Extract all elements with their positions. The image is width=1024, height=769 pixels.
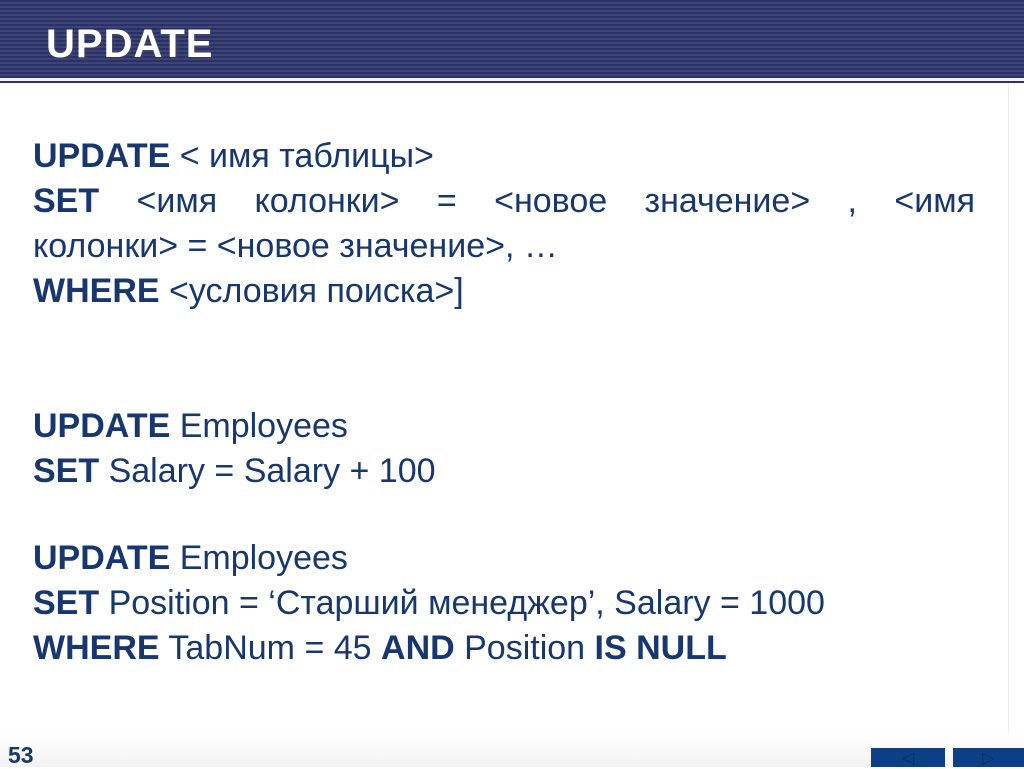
slide-edge-shadow [1008,84,1009,746]
example2-line-where [33,626,975,671]
page-number: 53 [8,742,34,768]
example2-line-update [33,536,975,581]
slide-header-bar [0,0,1024,78]
keyword-is-null: IS NULL [594,629,727,667]
example2-line-update-rest: Employees [170,539,348,577]
example1-line-set [33,449,975,494]
example1-line-update-rest: Employees [170,407,348,445]
example2-where-column: Position [454,629,595,667]
right-arrow-icon: ▷ [982,747,995,767]
keyword-set: SET [33,584,100,622]
next-slide-button[interactable] [953,748,1024,767]
keyword-update: UPDATE [33,539,171,577]
keyword-update: UPDATE [33,407,171,445]
syntax-line-where-rest: <условия поиска>] [159,272,464,310]
previous-slide-button[interactable] [871,748,945,767]
example1-line-update [33,404,975,449]
syntax-line-set-continuation: колонки> = <новое значение>, … [33,227,558,265]
keyword-where: WHERE [33,629,160,667]
sql-example2-block [33,536,975,671]
keyword-update: UPDATE [33,137,171,175]
example1-line-set-rest: Salary = Salary + 100 [99,452,436,490]
syntax-line-update-rest: < имя таблицы> [170,137,434,175]
syntax-line-set [33,179,975,224]
syntax-line-update [33,134,975,179]
example2-line-set-rest: Position = ‘Старший менеджер’, Salary = 1000 [99,584,825,622]
header-separator-navy [0,81,1024,83]
sql-example1-block [33,404,975,494]
keyword-where: WHERE [33,272,160,310]
left-arrow-icon: ◁ [901,747,915,767]
syntax-line-set-rest: <имя колонки> = <новое значение> , <имя [99,182,975,220]
example2-where-condition: TabNum = 45 [159,629,382,667]
slide-title: UPDATE [46,21,214,66]
keyword-and: AND [381,629,455,667]
keyword-set: SET [33,452,100,490]
sql-syntax-block [33,134,975,314]
example2-line-set [33,581,975,626]
keyword-set: SET [33,182,100,220]
syntax-line-where [33,269,975,314]
